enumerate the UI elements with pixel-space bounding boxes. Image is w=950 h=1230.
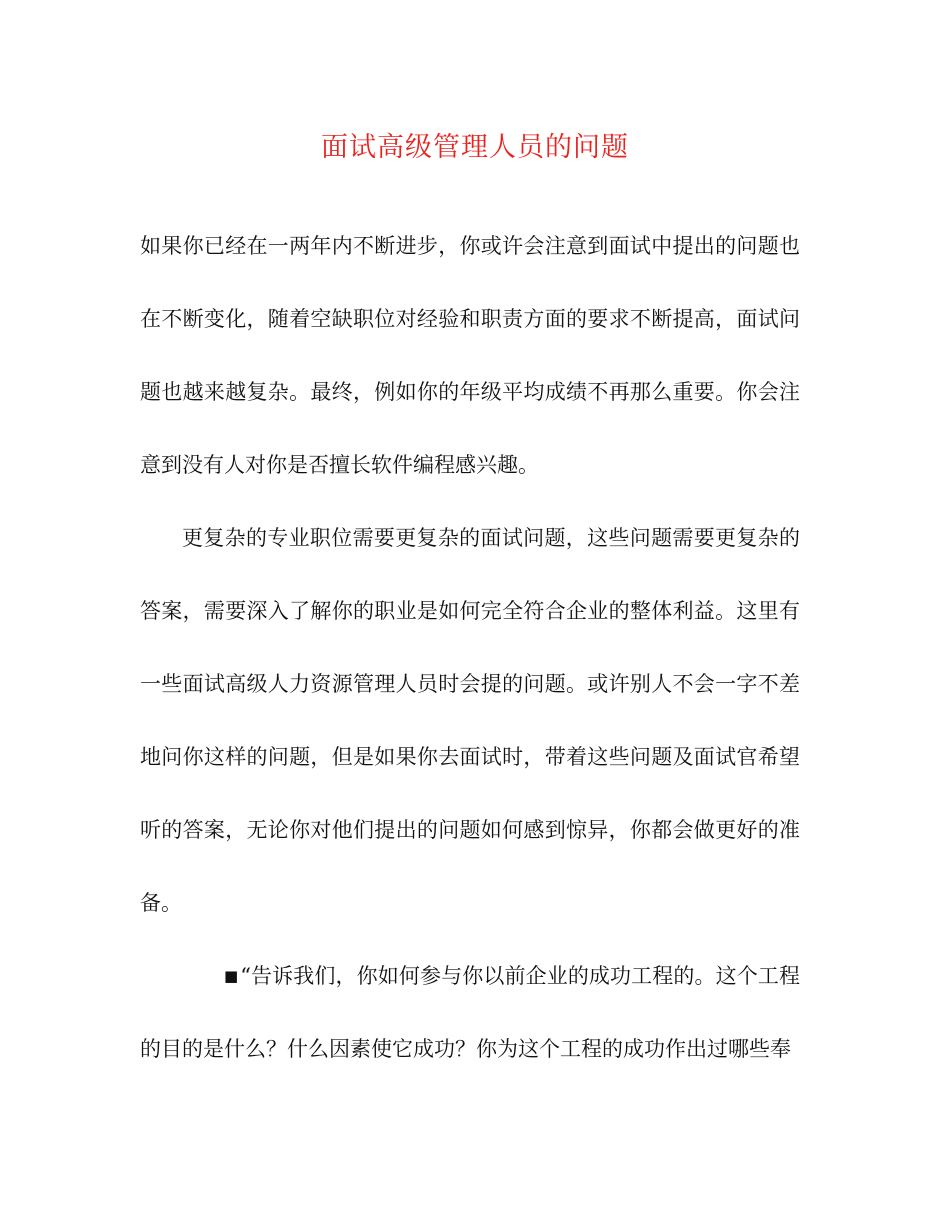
square-bullet-icon: ■ [224,967,239,985]
document-title: 面试高级管理人员的问题 [321,132,629,163]
document-body [140,210,800,1086]
paragraph-intro: 如果你已经在一两年内不断进步，你或许会注意到面试中提出的问题也在不断变化，随着空缺职位对经验和职责方面的要求不断提高，面试问题也越来越复杂。最终，例如你的年级平均成绩不再那么重要。你会注意到没有人对你是否擅长软件编程感兴趣。 [140,234,800,477]
paragraph-complex-positions: 更复杂的专业职位需要更复杂的面试问题，这些问题需要更复杂的答案，需要深入了解你的职业是如何完全符合企业的整体利益。这里有一些面试高级人力资源管理人员时会提的问题。或许别人不会一字不差地问你这样的问题，但是如果你去面试时，带着这些问题及面试官希望听的答案，无论你对他们提出的问题如何感到惊异，你都会做更好的准备。 [140,526,800,915]
paragraph-question-1 [140,940,800,1086]
question-1-text: “告诉我们，你如何参与你以前企业的成功工程的。这个工程的目的是什么？什么因素使它成功？你为这个工程的成功作出过哪些奉 [140,964,800,1061]
